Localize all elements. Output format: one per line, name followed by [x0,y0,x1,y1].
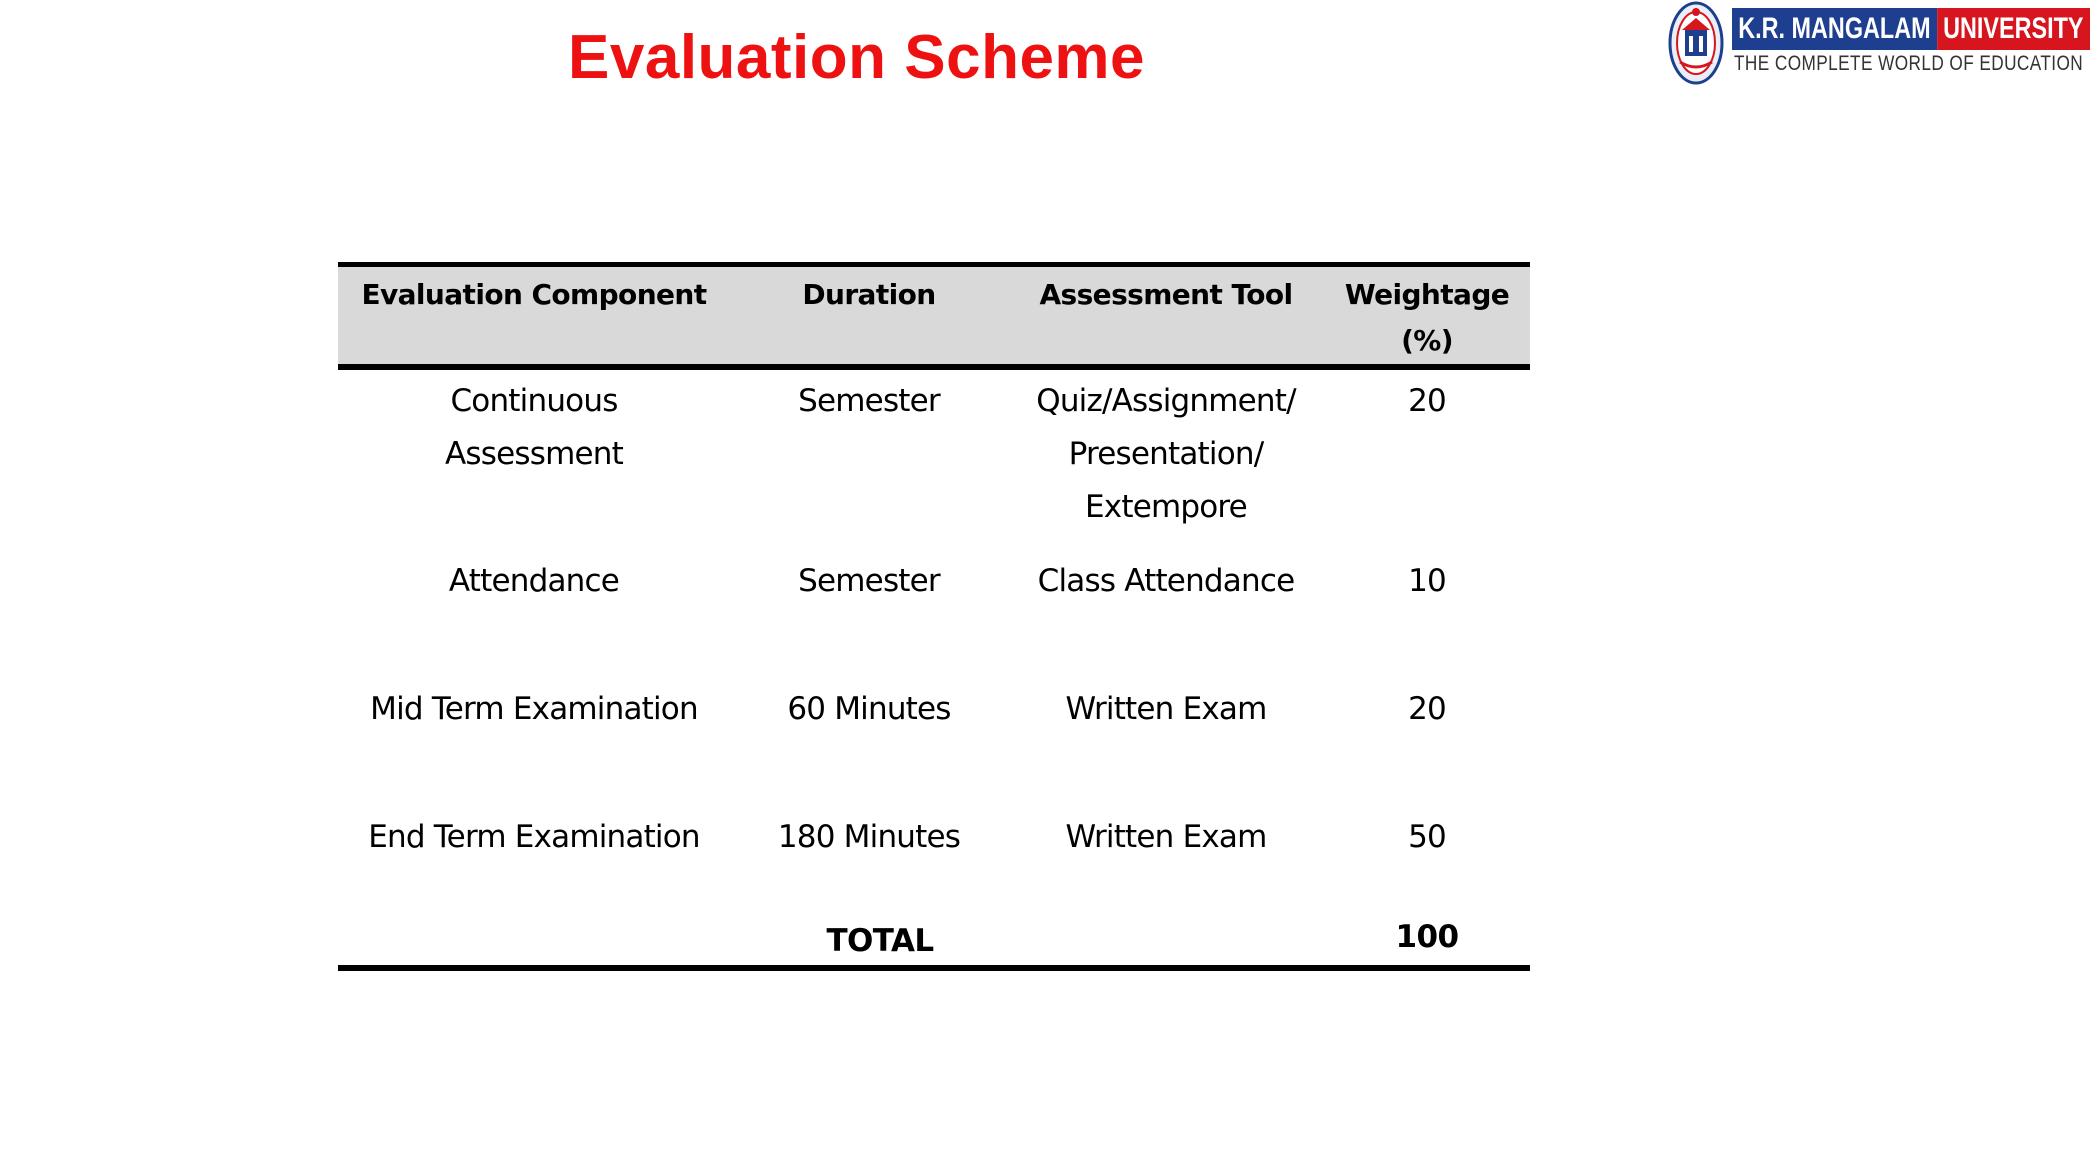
total-label: TOTAL [826,923,934,959]
cell-duration: Semester [798,563,940,599]
logo-wordmark [1732,8,2090,50]
cell-duration: 180 Minutes [777,819,961,855]
header-weightage-line1: Weightage [1344,278,1510,311]
cell-duration: Semester [798,383,940,419]
header-duration: Duration [802,278,936,311]
cell-component: Mid Term Examination [370,691,698,727]
cell-weightage: 10 [1408,563,1446,599]
cell-component-line2: Assessment [445,436,623,472]
cell-tool-line2: Presentation/ [1068,436,1264,472]
evaluation-table [338,262,1530,971]
header-weightage-line2: (%) [1401,324,1453,357]
university-crest-icon [1668,0,1724,86]
cell-tool-line3: Extempore [1085,489,1247,525]
total-value: 100 [1395,919,1459,955]
cell-duration: 60 Minutes [787,691,951,727]
logo-name-part2: UNIVERSITY [1937,8,2090,50]
header-evaluation-component: Evaluation Component [361,278,707,311]
cell-weightage: 50 [1408,819,1446,855]
cell-tool-line1: Quiz/Assignment/ [1036,383,1296,419]
university-logo [1662,0,2084,90]
cell-tool: Class Attendance [1037,563,1295,599]
cell-tool: Written Exam [1065,819,1267,855]
cell-weightage: 20 [1408,383,1446,419]
table-header [338,267,1530,364]
cell-weightage: 20 [1408,691,1446,727]
cell-tool: Written Exam [1065,691,1267,727]
table-bottom-rule [338,965,1530,971]
slide-title: Evaluation Scheme [568,23,1146,92]
cell-component: End Term Examination [368,819,700,855]
cell-component-line1: Continuous [450,383,618,419]
logo-tagline: THE COMPLETE WORLD OF EDUCATION [1734,52,2084,75]
table-body [338,370,1530,965]
cell-component: Attendance [448,563,620,599]
logo-name-part1: K.R. MANGALAM [1732,8,1937,50]
header-assessment-tool: Assessment Tool [1039,278,1293,311]
